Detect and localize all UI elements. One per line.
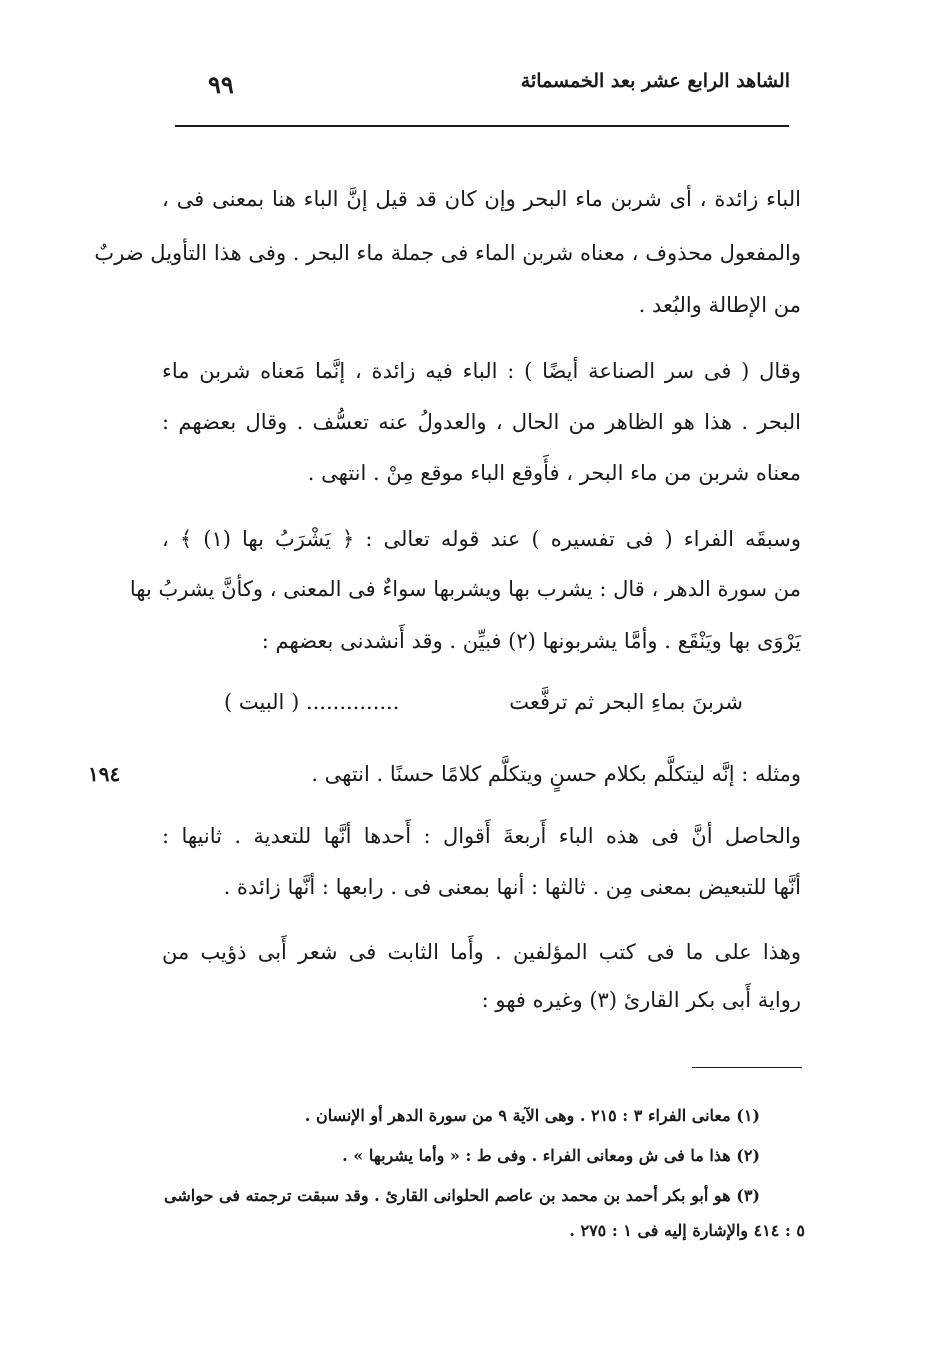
footnote: (٣) هو أبو بكر أحمد بن محمد بن عاصم الحلوانى القارئ . وقد سبقت ترجمته فى حواشى	[164, 1186, 760, 1205]
footnote-continuation: ٥ : ٤١٤ والإشارة إليه فى ١ : ٢٧٥ .	[569, 1221, 805, 1240]
body-line: من الإطالة والبُعد .	[638, 293, 801, 317]
body-line: البحر . هذا هو الظاهر من الحال ، والعدولُ عنه تعسُّف . وقال بعضهم :	[162, 410, 801, 434]
footnote: (١) معانى الفراء ٣ : ٢١٥ . وهى الآية ٩ من سورة الدهر أو الإنسان .	[304, 1106, 760, 1125]
body-line: من سورة الدهر ، قال : يشرب بها ويشربها سواءٌ فى المعنى ، وكأنَّ يشربُ بها	[129, 577, 801, 601]
body-line: وقال ( فى سر الصناعة أيضًا ) : الباء فيه زائدة ، إنَّما مَعناه شربن ماء	[162, 359, 801, 383]
body-line: وسبقَه الفراء ( فى تفسيره ) عند قوله تعالى : ﴿ يَشْرَبُ بها (١) ﴾ ،	[162, 527, 801, 551]
margin-number: ١٩٤	[88, 762, 121, 786]
verse-placeholder: .............. ( البيت )	[224, 690, 400, 714]
footnote-divider	[692, 1067, 802, 1068]
page-number: ٩٩	[208, 70, 234, 99]
running-header-title: الشاهد الرابع عشر بعد الخمسمائة	[520, 70, 790, 92]
body-line: أنَّها للتبعيض بمعنى مِن . ثالثها : أنها بمعنى فى . رابعها : أنَّها زائدة .	[223, 875, 801, 899]
body-line: والمفعول محذوف ، معناه شربن الماء فى جملة ماء البحر . وفى هذا التأويل ضربٌ	[94, 241, 801, 265]
verse-hemistich: شربنَ بماءِ البحر ثم ترفَّعت	[509, 690, 743, 714]
header-divider	[175, 125, 789, 127]
body-line: والحاصل أنَّ فى هذه الباء أَربعةَ أَقوال : أَحدها أنَّها للتعدية . ثانيها :	[162, 824, 801, 848]
body-line: ومثله : إنَّه ليتكلَّم بكلام حسنٍ ويتكلَّم كلامًا حسنًا . انتهى .	[311, 762, 801, 786]
body-line: رواية أَبى بكر القارئ (٣) وغيره فهو :	[481, 988, 801, 1012]
body-line: معناه شربن من ماء البحر ، فأَوقع الباء موقع مِنْ . انتهى .	[307, 461, 801, 485]
body-line: الباء زائدة ، أى شربن ماء البحر وإن كان قد قيل إنَّ الباء هنا بمعنى فى ،	[162, 187, 801, 211]
body-line: يَرْوَى بها ويَنْقَع . وأمَّا يشربونها (٢) فبيِّن . وقد أَنشدنى بعضهم :	[261, 629, 801, 653]
body-line: وهذا على ما فى كتب المؤلفين . وأَما الثابت فى شعر أَبى ذؤيب من	[162, 940, 801, 964]
footnote: (٢) هذا ما فى ش ومعانى الفراء . وفى ط : « وأما يشربها » .	[342, 1146, 760, 1165]
